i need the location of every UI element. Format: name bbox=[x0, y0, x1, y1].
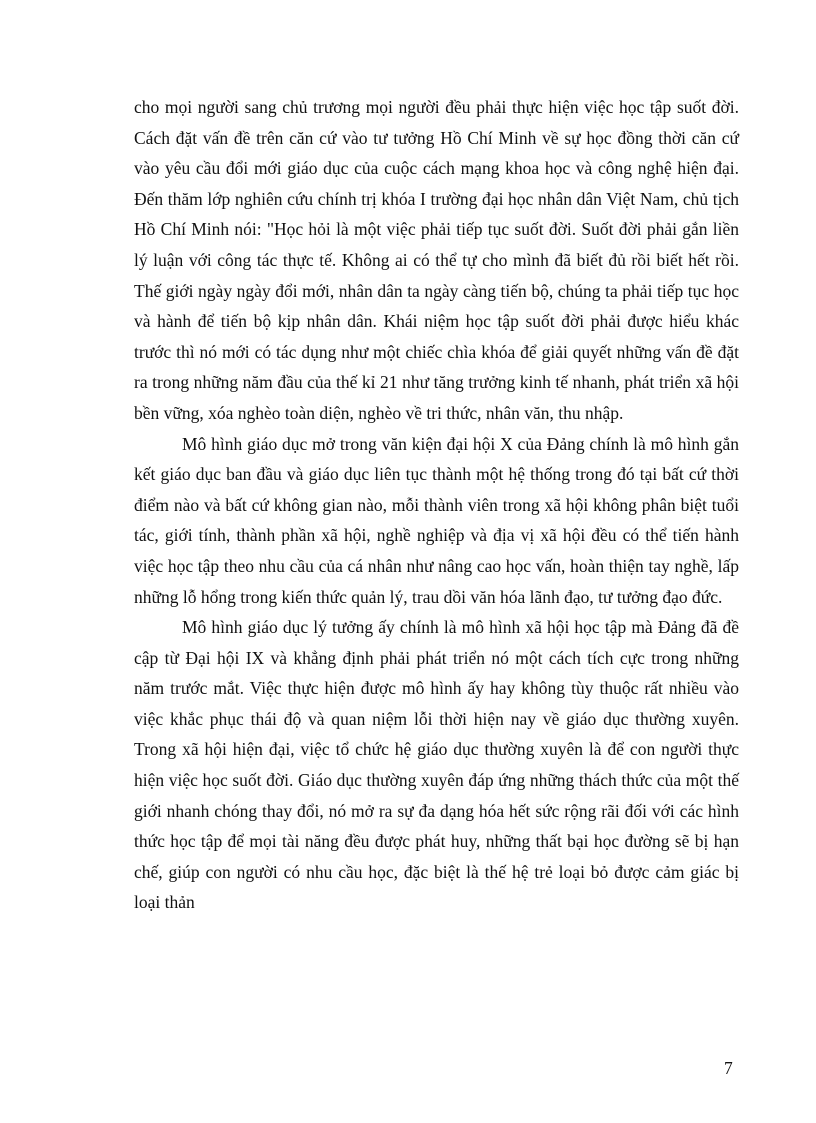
page-number: 7 bbox=[724, 1058, 733, 1078]
paragraph-2: Mô hình giáo dục mở trong văn kiện đại hội X của Đảng chính là mô hình gắn kết giáo dục ban đầu và giáo dục liên tục thành một hệ thống trong đó tại bất cứ thời điểm nào và bất cứ không gian nào, mỗi thành viên trong xã hội không phân biệt tuổi tác, giới tính, thành phần xã hội, nghề nghiệp và địa vị xã hội đều có thể tiến hành việc học tập theo nhu cầu của cá nhân như nâng cao học vấn, hoàn thiện tay nghề, lấp những lỗ hổng trong kiến thức quản lý, trau dồi văn hóa lãnh đạo, tư tưởng đạo đức. bbox=[134, 433, 739, 607]
paragraph-1: cho mọi người sang chủ trương mọi người đều phải thực hiện việc học tập suốt đời. Cách đặt vấn đề trên căn cứ vào tư tưởng Hồ Chí Minh về sự học đồng thời căn cứ vào yêu cầu đổi mới giáo dục của cuộc cách mạng khoa học và công nghệ hiện đại. Đến thăm lớp nghiên cứu chính trị khóa I trường đại học nhân dân Việt Nam, chủ tịch Hồ Chí Minh nói: "Học hỏi là một việc phải tiếp tục suốt đời. Suốt đời phải gắn liền lý luận với công tác thực tế. Không ai có thể tự cho mình đã biết đủ rồi biết hết rồi. Thế giới ngày ngày đổi mới, nhân dân ta ngày càng tiến bộ, chúng ta phải tiếp tục học và hành để tiến bộ kịp nhân dân. Khái niệm học tập suốt đời phải được hiểu khác trước thì nó mới có tác dụng như một chiếc chìa khóa để giải quyết những vấn đề đặt ra trong những năm đầu của thế kỉ 21 như tăng trưởng kinh tế nhanh, phát triển xã hội bền vững, xóa nghèo toàn diện, nghèo về tri thức, nhân văn, thu nhập. bbox=[134, 97, 739, 423]
paragraph-3: Mô hình giáo dục lý tưởng ấy chính là mô hình xã hội học tập mà Đảng đã đề cập từ Đại hội IX và khẳng định phải phát triển nó một cách tích cực trong những năm trước mắt. Việc thực hiện được mô hình ấy hay không tùy thuộc rất nhiều vào việc khắc phục thái độ và quan niệm lỗi thời hiện nay về giáo dục thường xuyên. Trong xã hội hiện đại, việc tổ chức hệ giáo dục thường xuyên là để con người thực hiện việc học suốt đời. Giáo dục thường xuyên đáp ứng những thách thức của một thế giới nhanh chóng thay đổi, nó mở ra sự đa dạng hóa hết sức rộng rãi đối với các hình thức học tập để mọi tài năng đều được phát huy, những thất bại học đường sẽ bị hạn chế, giúp con người có nhu cầu học, đặc biệt là thế hệ trẻ loại bỏ được cảm giác bị loại thản bbox=[134, 617, 739, 913]
body-text bbox=[134, 92, 739, 918]
